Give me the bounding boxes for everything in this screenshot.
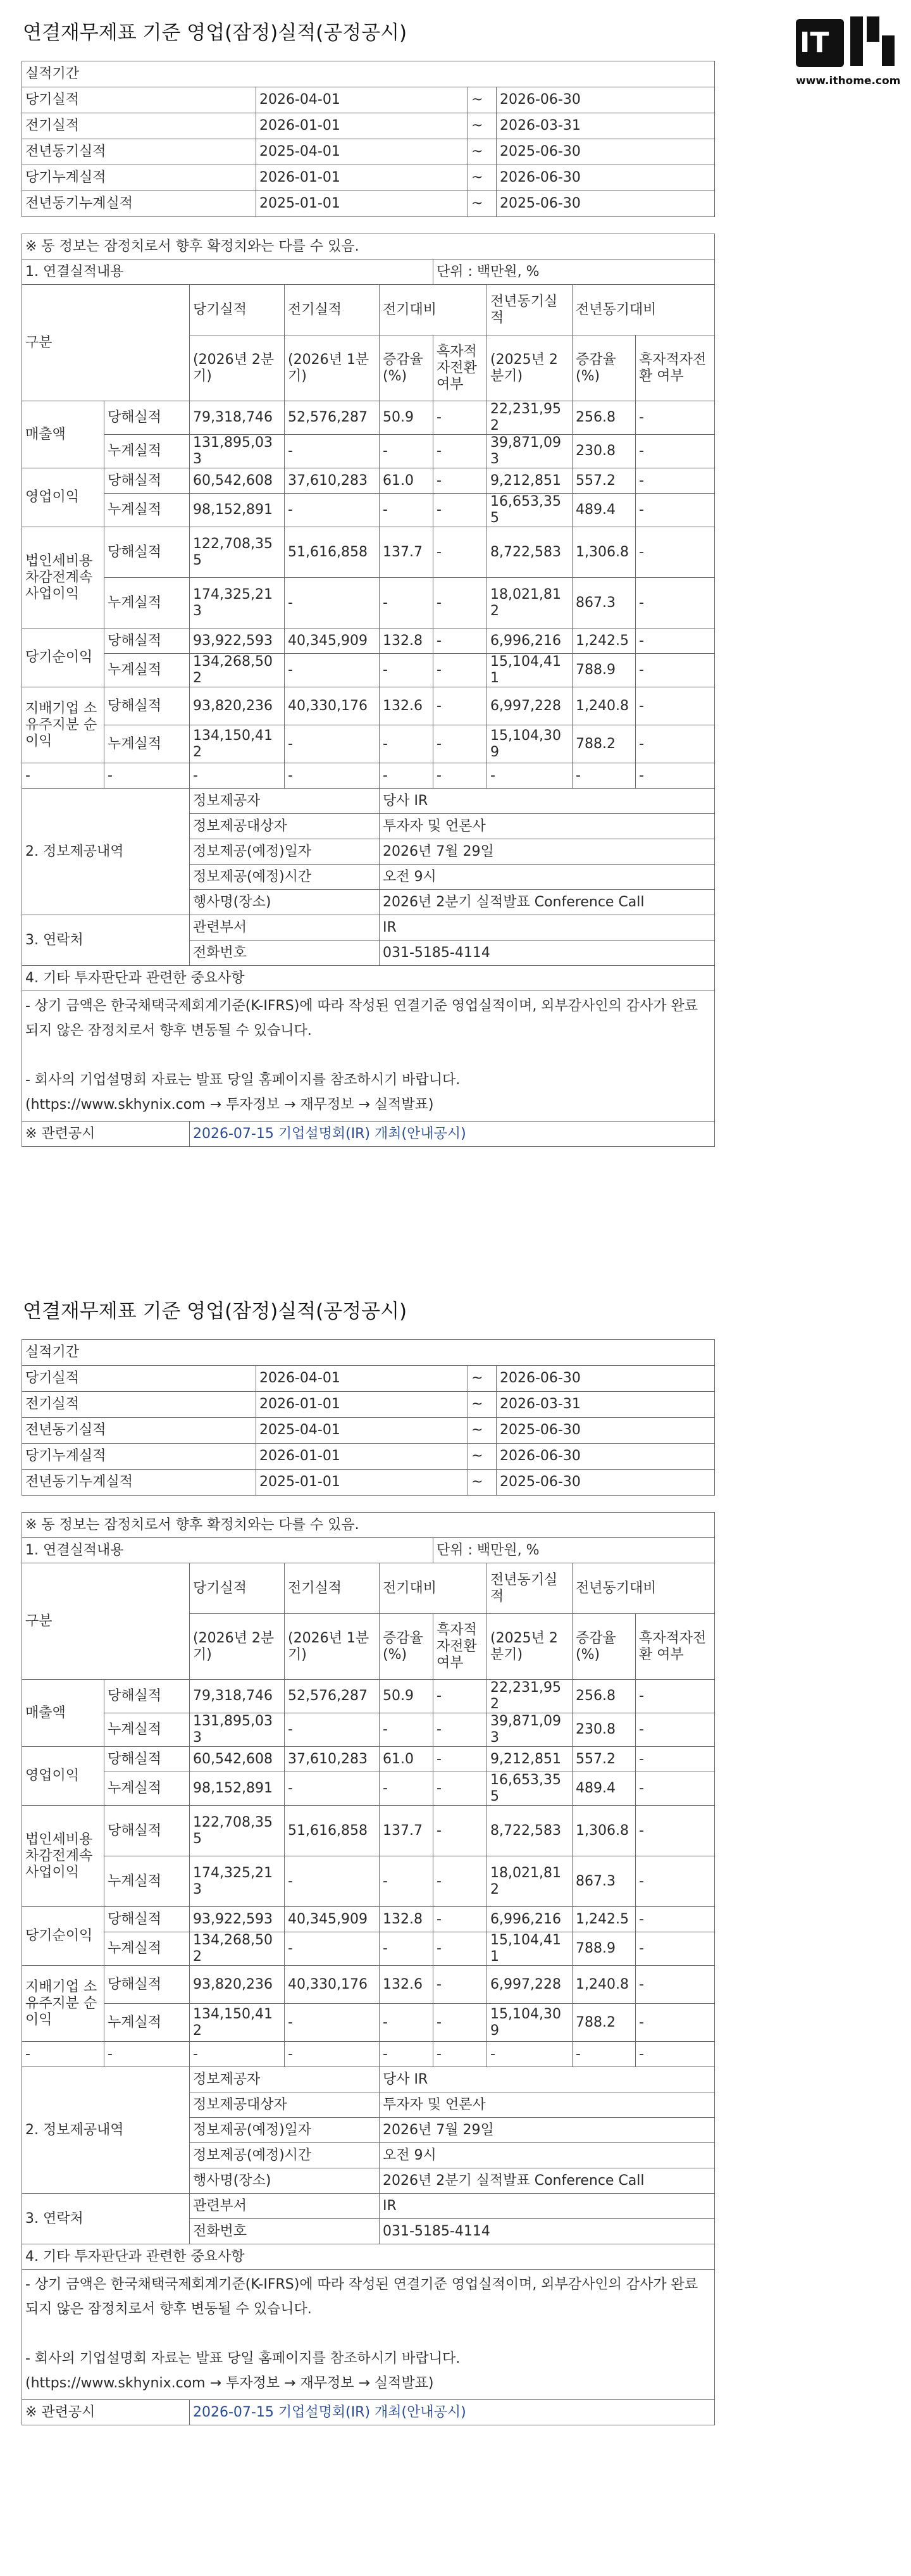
row-item: 영업이익 bbox=[22, 1747, 104, 1806]
table-row: 법인세비용차감전계속사업이익 당해실적 122,708,355 51,616,858 137.7 - 8,722,583 1,306.8 - bbox=[22, 1806, 715, 1856]
disclosure-page-2 bbox=[22, 1297, 714, 2425]
results-table: ※ 동 정보는 잠정치로서 향후 확정치와는 다를 수 있음. 1. 연결실적내용 단위 : 백만원, % 구분 당기실적 전기실적 전기대비 전년동기실적 전년동기대비 (2026년 2분기) (2026년 1분기) 증감율 (%) 흑자적자전환 여부 (2025년 2분기) 증감율 (%) 흑자적자전환 여부 매출액 당해실적 79,318,746 52,576,287 50.9 - 22,231,952 256.8 - 누계실적 131,895,033 - - - 39,871,093 230.8 - 영업이익 당해실적 60,542,608 37,610,283 61.0 - 9,212,851 557.2 - 누계실적 98,152,891 - - - 16,653,355 489.4 - 법인세비용차감전계속사업이익 당해실적 122,708,355 51,616,858 137.7 - 8,722,583 1,306.8 - 누계실적 174,325,213 - - - 18,021,812 867.3 - 당기순이익 당해실적 93,922,593 40,345,909 132.8 - 6,996,216 1,242.5 - 누계실적 134,268,502 - - - 15,104,411 788.9 - 지배기업 소유주지분 순이익 당해실적 93,820,236 40,330,176 132.6 - 6,997,228 1,240.8 - 누계실적 134,150,412 - - - 15,104,309 788.2 - - - - - - - - - - 2. 정보제공내역 정보제공자 당사 IR 정보제공대상자 투자자 및 언론사 정보제공(예정)일자 2026년 7월 29일 정보제공(예정)시간 오전 9시 행사명(장소) 2026년 2분기 실적발표 Conference Call 3. 연락처 관련부서 IR 전화번호 031-5185-4114 4. 기타 투자판단과 관련한 중요사항 - 상기 금액은 한국채택국제회계기준(K-IFRS)에 따라 작성된 연결기준 영업실적이며, 외부감사인의 감사가 완료되지 않은 잠정치로서 향후 변동될 수 있습니다. - 회사의 기업설명회 자료는 발표 당일 홈페이지를 참조하시기 바랍니다. (https://www.skhynix.com → 투자정보 → 재무정보 → 실적발표) ※ 관련공시 2026-07-15 기업설명회(IR) 개최(안내공시) bbox=[22, 1512, 715, 2425]
col-yoy-change: 전년동기대비 bbox=[573, 285, 715, 335]
period-row: 전년동기실적 2025-04-01 ~ 2025-06-30 bbox=[22, 1418, 715, 1444]
table-row: 지배기업 소유주지분 순이익 당해실적 93,820,236 40,330,176 132.6 - 6,997,228 1,240.8 - bbox=[22, 687, 715, 725]
period-header: 실적기간 bbox=[22, 61, 715, 87]
table-row: 매출액 당해실적 79,318,746 52,576,287 50.9 - 22,231,952 256.8 - bbox=[22, 1680, 715, 1713]
period-table bbox=[22, 61, 715, 217]
related-disclosure-link[interactable]: 2026-07-15 기업설명회(IR) 개최(안내공시) bbox=[190, 2400, 715, 2425]
unit-label: 단위 : 백만원, % bbox=[433, 1538, 715, 1563]
col-rate: 증감율 (%) bbox=[573, 335, 636, 401]
provisional-note: ※ 동 정보는 잠정치로서 향후 확정치와는 다를 수 있음. bbox=[22, 1513, 715, 1538]
related-disclosure-link[interactable]: 2026-07-15 기업설명회(IR) 개최(안내공시) bbox=[190, 1122, 715, 1147]
empty-row: - - - - - - - - - bbox=[22, 2042, 715, 2067]
table-row: 영업이익 당해실적 60,542,608 37,610,283 61.0 - 9,212,851 557.2 - bbox=[22, 468, 715, 494]
section-1-heading: 1. 연결실적내용 bbox=[22, 259, 433, 285]
col-current-quarter: (2026년 2분기) bbox=[190, 335, 285, 401]
col-current: 당기실적 bbox=[190, 285, 285, 335]
period-table bbox=[22, 1339, 715, 1496]
table-row: 누계실적 98,152,891 - - - 16,653,355 489.4 - bbox=[22, 494, 715, 527]
period-row: 당기실적 2026-04-01 ~ 2026-06-30 bbox=[22, 1366, 715, 1392]
row-item: 당기순이익 bbox=[22, 628, 104, 687]
period-header: 실적기간 bbox=[22, 1340, 715, 1366]
col-black-red: 흑자적자전환 여부 bbox=[636, 1614, 715, 1680]
row-item: 지배기업 소유주지분 순이익 bbox=[22, 687, 104, 763]
col-previous: 전기실적 bbox=[285, 1563, 380, 1614]
section-1-heading: 1. 연결실적내용 bbox=[22, 1538, 433, 1563]
col-gubun: 구분 bbox=[22, 285, 190, 401]
row-item: 당기순이익 bbox=[22, 1907, 104, 1966]
results-table: ※ 동 정보는 잠정치로서 향후 확정치와는 다를 수 있음. 1. 연결실적내용 단위 : 백만원, % 구분 당기실적 전기실적 전기대비 전년동기실적 전년동기대비 (2026년 2분기) (2026년 1분기) 증감율 (%) 흑자적자전환 여부 (2025년 2분기) 증감율 (%) 흑자적자전환 여부 매출액 당해실적 79,318,746 52,576,287 50.9 - 22,231,952 256.8 - 누계실적 131,895,033 - - - 39,871,093 230.8 - 영업이익 당해실적 60,542,608 37,610,283 61.0 - 9,212,851 557.2 - 누계실적 98,152,891 - - - 16,653,355 489.4 - 법인세비용차감전계속사업이익 당해실적 122,708,355 51,616,858 137.7 - 8,722,583 1,306.8 - 누계실적 174,325,213 - - - 18,021,812 867.3 - 당기순이익 당해실적 93,922,593 40,345,909 132.8 - 6,996,216 1,242.5 - 누계실적 134,268,502 - - - 15,104,411 788.9 - 지배기업 소유주지분 순이익 당해실적 93,820,236 40,330,176 132.6 - 6,997,228 1,240.8 - 누계실적 134,150,412 - - - 15,104,309 788.2 - - - - - - - - - - 2. 정보제공내역 정보제공자 당사 IR 정보제공대상자 투자자 및 언론사 정보제공(예정)일자 2026년 7월 29일 정보제공(예정)시간 오전 9시 행사명(장소) 2026년 2분기 실적발표 Conference Call 3. 연락처 관련부서 IR 전화번호 031-5185-4114 4. 기타 투자판단과 관련한 중요사항 - 상기 금액은 한국채택국제회계기준(K-IFRS)에 따라 작성된 연결기준 영업실적이며, 외부감사인의 감사가 완료되지 않은 잠정치로서 향후 변동될 수 있습니다. - 회사의 기업설명회 자료는 발표 당일 홈페이지를 참조하시기 바랍니다. (https://www.skhynix.com → 투자정보 → 재무정보 → 실적발표) ※ 관련공시 2026-07-15 기업설명회(IR) 개최(안내공시) bbox=[22, 234, 715, 1147]
table-row: 지배기업 소유주지분 순이익 당해실적 93,820,236 40,330,176 132.6 - 6,997,228 1,240.8 - bbox=[22, 1966, 715, 2004]
table-row: 매출액 당해실적 79,318,746 52,576,287 50.9 - 22,231,952 256.8 - bbox=[22, 401, 715, 435]
provisional-note: ※ 동 정보는 잠정치로서 향후 확정치와는 다를 수 있음. bbox=[22, 234, 715, 259]
period-row: 전기실적 2026-01-01 ~ 2026-03-31 bbox=[22, 1392, 715, 1418]
section-3-heading: 3. 연락처 bbox=[22, 915, 190, 966]
row-item: 매출액 bbox=[22, 1680, 104, 1747]
unit-label: 단위 : 백만원, % bbox=[433, 259, 715, 285]
col-previous: 전기실적 bbox=[285, 285, 380, 335]
row-item: 법인세비용차감전계속사업이익 bbox=[22, 1806, 104, 1907]
period-row: 전년동기누계실적 2025-01-01 ~ 2025-06-30 bbox=[22, 1470, 715, 1496]
related-disclosure-label: ※ 관련공시 bbox=[22, 1122, 190, 1147]
col-current-quarter: (2026년 2분기) bbox=[190, 1614, 285, 1680]
col-yoy: 전년동기실적 bbox=[487, 1563, 573, 1614]
table-row: 누계실적 134,268,502 - - - 15,104,411 788.9 - bbox=[22, 1932, 715, 1966]
table-row: 누계실적 98,152,891 - - - 16,653,355 489.4 - bbox=[22, 1772, 715, 1806]
watermark-url: www.ithome.com bbox=[796, 75, 901, 87]
col-black-red: 흑자적자전환 여부 bbox=[433, 335, 487, 401]
disclosure-page-1 bbox=[22, 19, 714, 1147]
col-gubun: 구분 bbox=[22, 1563, 190, 1680]
table-row: 누계실적 134,150,412 - - - 15,104,309 788.2 - bbox=[22, 2004, 715, 2042]
section-3-heading: 3. 연락처 bbox=[22, 2194, 190, 2244]
col-current: 당기실적 bbox=[190, 1563, 285, 1614]
col-yoy: 전년동기실적 bbox=[487, 285, 573, 335]
other-notes: - 상기 금액은 한국채택국제회계기준(K-IFRS)에 따라 작성된 연결기준 영업실적이며, 외부감사인의 감사가 완료되지 않은 잠정치로서 향후 변동될 수 있습니다. - 회사의 기업설명회 자료는 발표 당일 홈페이지를 참조하시기 바랍니다. (https://www.skhynix.com → 투자정보 → 재무정보 → 실적발표) bbox=[22, 2270, 715, 2400]
empty-row: - - - - - - - - - bbox=[22, 763, 715, 789]
col-prev-change: 전기대비 bbox=[380, 1563, 487, 1614]
period-row: 전년동기누계실적 2025-01-01 ~ 2025-06-30 bbox=[22, 191, 715, 217]
col-rate: 증감율 (%) bbox=[573, 1614, 636, 1680]
col-rate: 증감율 (%) bbox=[380, 1614, 433, 1680]
table-row: 누계실적 174,325,213 - - - 18,021,812 867.3 - bbox=[22, 578, 715, 628]
table-row: 누계실적 134,150,412 - - - 15,104,309 788.2 - bbox=[22, 725, 715, 763]
period-row: 당기누계실적 2026-01-01 ~ 2026-06-30 bbox=[22, 1444, 715, 1470]
period-row: 당기누계실적 2026-01-01 ~ 2026-06-30 bbox=[22, 165, 715, 191]
section-4-heading: 4. 기타 투자판단과 관련한 중요사항 bbox=[22, 966, 715, 991]
row-item: 지배기업 소유주지분 순이익 bbox=[22, 1966, 104, 2042]
table-row: 법인세비용차감전계속사업이익 당해실적 122,708,355 51,616,858 137.7 - 8,722,583 1,306.8 - bbox=[22, 527, 715, 578]
table-row: 당기순이익 당해실적 93,922,593 40,345,909 132.8 - 6,996,216 1,242.5 - bbox=[22, 1907, 715, 1932]
col-black-red: 흑자적자전환 여부 bbox=[433, 1614, 487, 1680]
col-black-red: 흑자적자전환 여부 bbox=[636, 335, 715, 401]
section-2-heading: 2. 정보제공내역 bbox=[22, 789, 190, 915]
col-yoy-change: 전년동기대비 bbox=[573, 1563, 715, 1614]
related-disclosure-label: ※ 관련공시 bbox=[22, 2400, 190, 2425]
table-row: 누계실적 131,895,033 - - - 39,871,093 230.8 - bbox=[22, 435, 715, 468]
table-row: 영업이익 당해실적 60,542,608 37,610,283 61.0 - 9,212,851 557.2 - bbox=[22, 1747, 715, 1772]
ithome-logo: IT bbox=[796, 19, 844, 67]
col-previous-quarter: (2026년 1분기) bbox=[285, 335, 380, 401]
table-row: 누계실적 131,895,033 - - - 39,871,093 230.8 - bbox=[22, 1713, 715, 1747]
table-row: 당기순이익 당해실적 93,922,593 40,345,909 132.8 - 6,996,216 1,242.5 - bbox=[22, 628, 715, 654]
row-item: 영업이익 bbox=[22, 468, 104, 527]
ithome-logo-glyph bbox=[848, 16, 897, 67]
col-rate: 증감율 (%) bbox=[380, 335, 433, 401]
section-2-heading: 2. 정보제공내역 bbox=[22, 2067, 190, 2194]
row-item: 법인세비용차감전계속사업이익 bbox=[22, 527, 104, 628]
col-yoy-quarter: (2025년 2분기) bbox=[487, 1614, 573, 1680]
col-prev-change: 전기대비 bbox=[380, 285, 487, 335]
period-row: 전기실적 2026-01-01 ~ 2026-03-31 bbox=[22, 113, 715, 139]
table-row: 누계실적 174,325,213 - - - 18,021,812 867.3 - bbox=[22, 1856, 715, 1907]
page-title: 연결재무제표 기준 영업(잠정)실적(공정공시) bbox=[23, 1300, 407, 1323]
section-4-heading: 4. 기타 투자판단과 관련한 중요사항 bbox=[22, 2244, 715, 2270]
page-title: 연결재무제표 기준 영업(잠정)실적(공정공시) bbox=[23, 22, 407, 44]
period-row: 당기실적 2026-04-01 ~ 2026-06-30 bbox=[22, 87, 715, 113]
other-notes: - 상기 금액은 한국채택국제회계기준(K-IFRS)에 따라 작성된 연결기준 영업실적이며, 외부감사인의 감사가 완료되지 않은 잠정치로서 향후 변동될 수 있습니다. - 회사의 기업설명회 자료는 발표 당일 홈페이지를 참조하시기 바랍니다. (https://www.skhynix.com → 투자정보 → 재무정보 → 실적발표) bbox=[22, 991, 715, 1122]
col-yoy-quarter: (2025년 2분기) bbox=[487, 335, 573, 401]
col-previous-quarter: (2026년 1분기) bbox=[285, 1614, 380, 1680]
row-item: 매출액 bbox=[22, 401, 104, 468]
table-row: 누계실적 134,268,502 - - - 15,104,411 788.9 - bbox=[22, 654, 715, 687]
period-row: 전년동기실적 2025-04-01 ~ 2025-06-30 bbox=[22, 139, 715, 165]
